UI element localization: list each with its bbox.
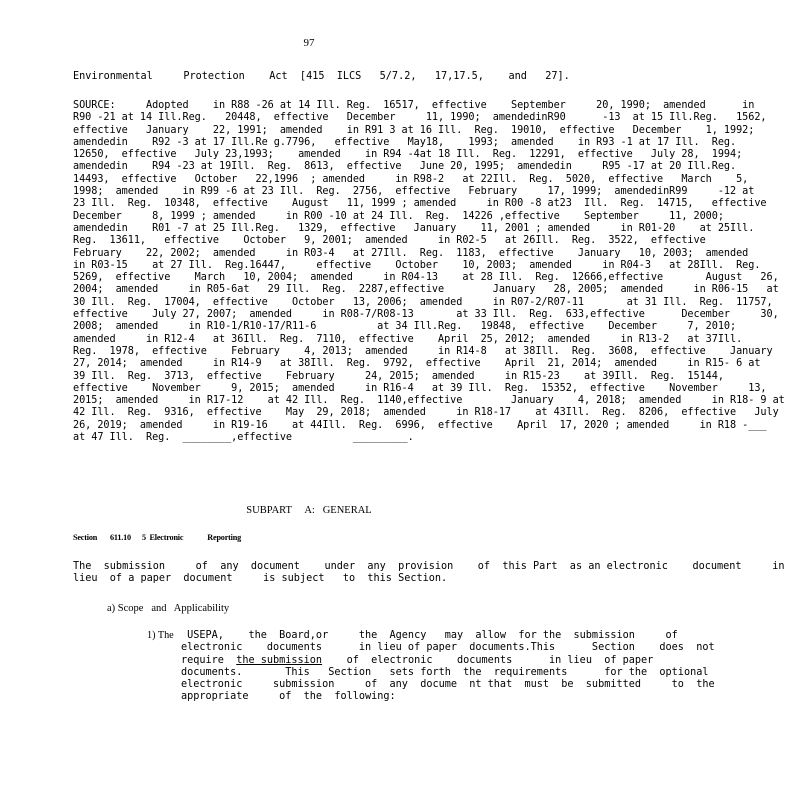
source-line: at 47 Ill. Reg. ________,effective _________.: [73, 432, 414, 444]
source-line: 12650, effective July 23,1993; amended in R94 -4at 18 Ill. Reg. 12291, effective July 28, 1994;: [73, 149, 743, 161]
source-line: R90 -21 at 14 Ill.Reg. 20448, effective December 11, 1990; amendedinR90 -13 at 15 Ill.Reg. 1562,: [73, 112, 767, 124]
subsection-heading: a) Scope and Applicability: [107, 603, 230, 614]
subpart-heading: SUBPART A: GENERAL: [246, 505, 372, 516]
source-line: in R03-15 at 27 Ill. Reg.16447, effective October 10, 2003; amended in R04-3 at 28Ill. Reg.: [73, 259, 761, 271]
source-line: 26, 2019; amended in R19-16 at 44Ill. Reg. 6996, effective April 17, 2020 ; amended in R18 -___: [73, 419, 767, 431]
item-line: electronic submission of any docume nt that must be submitted to the: [181, 679, 715, 691]
intro-line: lieu of a paper document is subject to this Section.: [73, 573, 448, 585]
source-line: 23 Ill. Reg. 10348, effective August 11, 1999 ; amended in R00 -8 at23 Ill. Reg. 14715, effective: [73, 198, 767, 210]
source-line: effective November 9, 2015; amended in R16-4 at 39 Ill. Reg. 15352, effective November 13,: [73, 382, 767, 394]
source-line: Reg. 1978, effective February 4, 2013; amended in R14-8 at 38Ill. Reg. 3608, effective January: [73, 345, 773, 357]
source-line: amendedin R92 -3 at 17 Ill.Re g.7796, effective May18, 1993; amended in R93 -1 at 17 Ill. Reg.: [73, 136, 737, 148]
underlined-text: the submission: [236, 654, 323, 666]
section-heading: Section 611.10 5 Electronic Reporting: [73, 533, 241, 542]
item-line: require: [181, 654, 237, 666]
item-line: documents. This Section sets forth the requirements for the optional: [181, 666, 709, 678]
item-line-rest: of electronic documents in lieu of paper: [322, 654, 654, 666]
source-line: amended in R12-4 at 36Ill. Reg. 7110, effective April 25, 2012; amended in R13-2 at 37Ill.: [73, 333, 743, 345]
source-line: 14493, effective October 22,1996 ; amended in R98-2 at 22Ill. Reg. 5020, effective March 5,: [73, 173, 749, 185]
source-line: 1998; amended in R99 -6 at 23 Ill. Reg. 2756, effective February 17, 1999; amendedinR99 -12 at: [73, 186, 755, 198]
source-line: effective January 22, 1991; amended in R91 3 at 16 Ill. Reg. 19010, effective December 1, 1992;: [73, 124, 755, 136]
source-line: February 22, 2002; amended in R03-4 at 27Ill. Reg. 1183, effective January 10, 2003; amended: [73, 247, 749, 259]
item-line: electronic documents in lieu of paper documents.This Section does not: [181, 642, 715, 654]
source-line: Reg. 13611, effective October 9, 2001; amended in R02-5 at 26Ill. Reg. 3522, effective: [73, 235, 706, 247]
source-line: effective July 27, 2007; amended in R08-7/R08-13 at 33 Ill. Reg. 633,effective December 30,: [73, 309, 779, 321]
source-line: SOURCE: Adopted in R88 -26 at 14 Ill. Reg. 16517, effective September 20, 1990; amended in: [73, 100, 755, 111]
source-line: 30 Ill. Reg. 17004, effective October 13, 2006; amended in R07-2/R07-11 at 31 Ill. Reg. 11757,: [73, 296, 773, 308]
intro-line: The submission of any document under any provision of this Part as an electronic document in: [73, 561, 785, 572]
source-line: December 8, 1999 ; amended in R00 -10 at 24 Ill. Reg. 14226 ,effective September 11, 2000;: [73, 210, 724, 222]
source-line: 27, 2014; amended in R14-9 at 38Ill. Reg. 9792, effective April 21, 2014; amended in R15- 6 at: [73, 358, 761, 370]
source-line: 39 Ill. Reg. 3713, effective February 24, 2015; amended in R15-23 at 39Ill. Reg. 15144,: [73, 370, 724, 382]
intro-paragraph: [73, 561, 784, 586]
source-line: 2015; amended in R17-12 at 42 Ill. Reg. 1140,effective January 4, 2018; amended in R18- 9 at: [73, 395, 785, 407]
page-number: 97: [303, 37, 315, 49]
source-note: [73, 100, 785, 444]
source-line: 42 Ill. Reg. 9316, effective May 29, 2018; amended in R18-17 at 43Ill. Reg. 8206, effective July: [73, 407, 779, 419]
source-line: 2008; amended in R10-1/R10-17/R11-6 at 34 Ill.Reg. 19848, effective December 7, 2010;: [73, 321, 737, 333]
item-body: [181, 630, 715, 704]
item-line: USEPA, the Board,or the Agency may allow for the submission of: [181, 630, 678, 641]
source-line: 2004; amended in R05-6at 29 Ill. Reg. 2287,effective January 28, 2005; amended in R06-15 at: [73, 284, 779, 296]
authority-line: Environmental Protection Act [415 ILCS 5/7.2, 17,17.5, and 27].: [73, 71, 570, 82]
source-line: 5269, effective March 10, 2004; amended in R04-13 at 28 Ill. Reg. 12666,effective August 26,: [73, 272, 779, 284]
source-line: amendedin R01 -7 at 25 Ill.Reg. 1329, effective January 11, 2001 ; amended in R01-20 at 25Ill.: [73, 222, 755, 234]
item-label: 1) The: [147, 630, 174, 641]
source-line: amendedin R94 -23 at 19Ill. Reg. 8613, effective June 20, 1995; amendedin R95 -17 at 20 Ill.Reg.: [73, 161, 737, 173]
item-line: appropriate of the following:: [181, 691, 396, 703]
